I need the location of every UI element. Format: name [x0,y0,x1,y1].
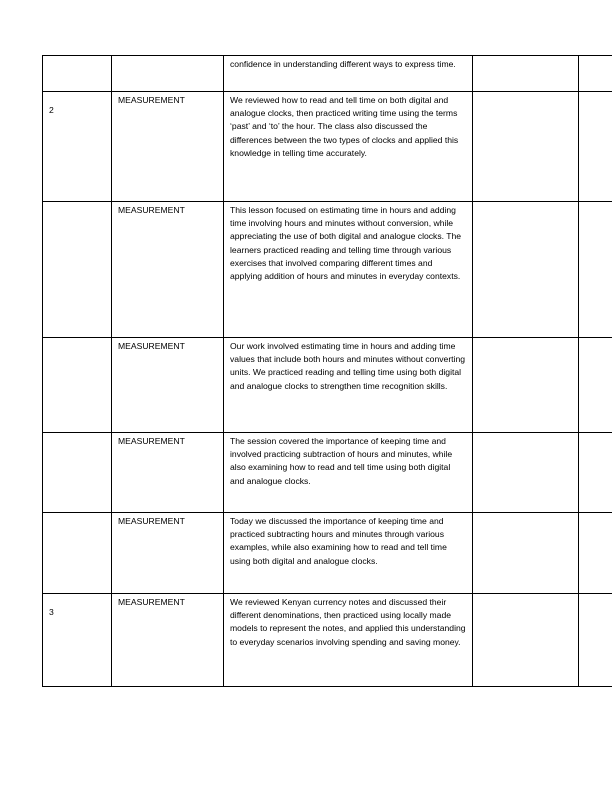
table-row [43,92,612,202]
strand-cell: MEASUREMENT [112,513,224,594]
empty-cell [473,338,579,433]
empty-cell [579,338,612,433]
description-cell [224,92,473,202]
strand-cell: MEASUREMENT [112,338,224,433]
empty-cell [579,202,612,338]
empty-cell [579,513,612,594]
empty-cell [473,433,579,513]
description-text: We reviewed how to read and tell time on both digital and analogue clocks, then practiced writing time using the terms ‘past’ and ‘to’ the hour. The class also discussed the differences between the two types of clocks and applied this knowledge in telling time accurately. [230,95,459,158]
week-cell [43,202,112,338]
description-text: Our work involved estimating time in hours and adding time values that include both hours and minutes without converting units. We practiced reading and telling time using both digital and analogue clocks to strengthen time recognition skills. [230,341,466,391]
empty-cell [579,433,612,513]
description-cell [224,513,473,594]
description-text: confidence in understanding different ways to express time. [230,59,456,69]
empty-cell [473,92,579,202]
description-cell [224,338,473,433]
table-row [43,513,612,594]
week-number: 2 [49,105,54,115]
empty-cell [473,594,579,687]
description-cell [224,594,473,687]
empty-cell [473,513,579,594]
table-row [43,594,612,687]
table-row [43,433,612,513]
week-cell [43,594,112,687]
description-text: We reviewed Kenyan currency notes and discussed their different denominations, then practiced using locally made models to represent the notes, and applied this understanding to everyday scenarios involving spending and saving money. [230,597,466,647]
empty-cell [473,202,579,338]
week-number: 3 [49,607,54,617]
description-cell [224,433,473,513]
description-cell [224,56,473,92]
description-text: Today we discussed the importance of keeping time and practiced subtracting hours and minutes through various examples, while also examining how to read and tell time using both digital and analogue clocks. [230,516,447,566]
week-cell [43,92,112,202]
empty-cell [579,594,612,687]
empty-cell [579,92,612,202]
strand-cell: MEASUREMENT [112,92,224,202]
week-cell [43,513,112,594]
table-row [43,338,612,433]
week-cell [43,433,112,513]
description-cell [224,202,473,338]
description-text: The session covered the importance of keeping time and involved practicing subtraction of hours and minutes, while also examining how to read and tell time using both digital and analogue clocks. [230,436,453,486]
strand-cell: MEASUREMENT [112,433,224,513]
week-cell [43,338,112,433]
week-cell [43,56,112,92]
table-row [43,202,612,338]
description-text: This lesson focused on estimating time in hours and adding time involving hours and minutes without conversion, while appreciating the use of both digital and analogue clocks. The learners practiced reading and telling time through various exercises that involved comparing different times and applying addition of hours and minutes in everyday contexts. [230,205,462,282]
lesson-log-table [42,55,612,687]
empty-cell [473,56,579,92]
table-row [43,56,612,92]
strand-cell: MEASUREMENT [112,594,224,687]
strand-cell: MEASUREMENT [112,202,224,338]
strand-cell [112,56,224,92]
empty-cell [579,56,612,92]
